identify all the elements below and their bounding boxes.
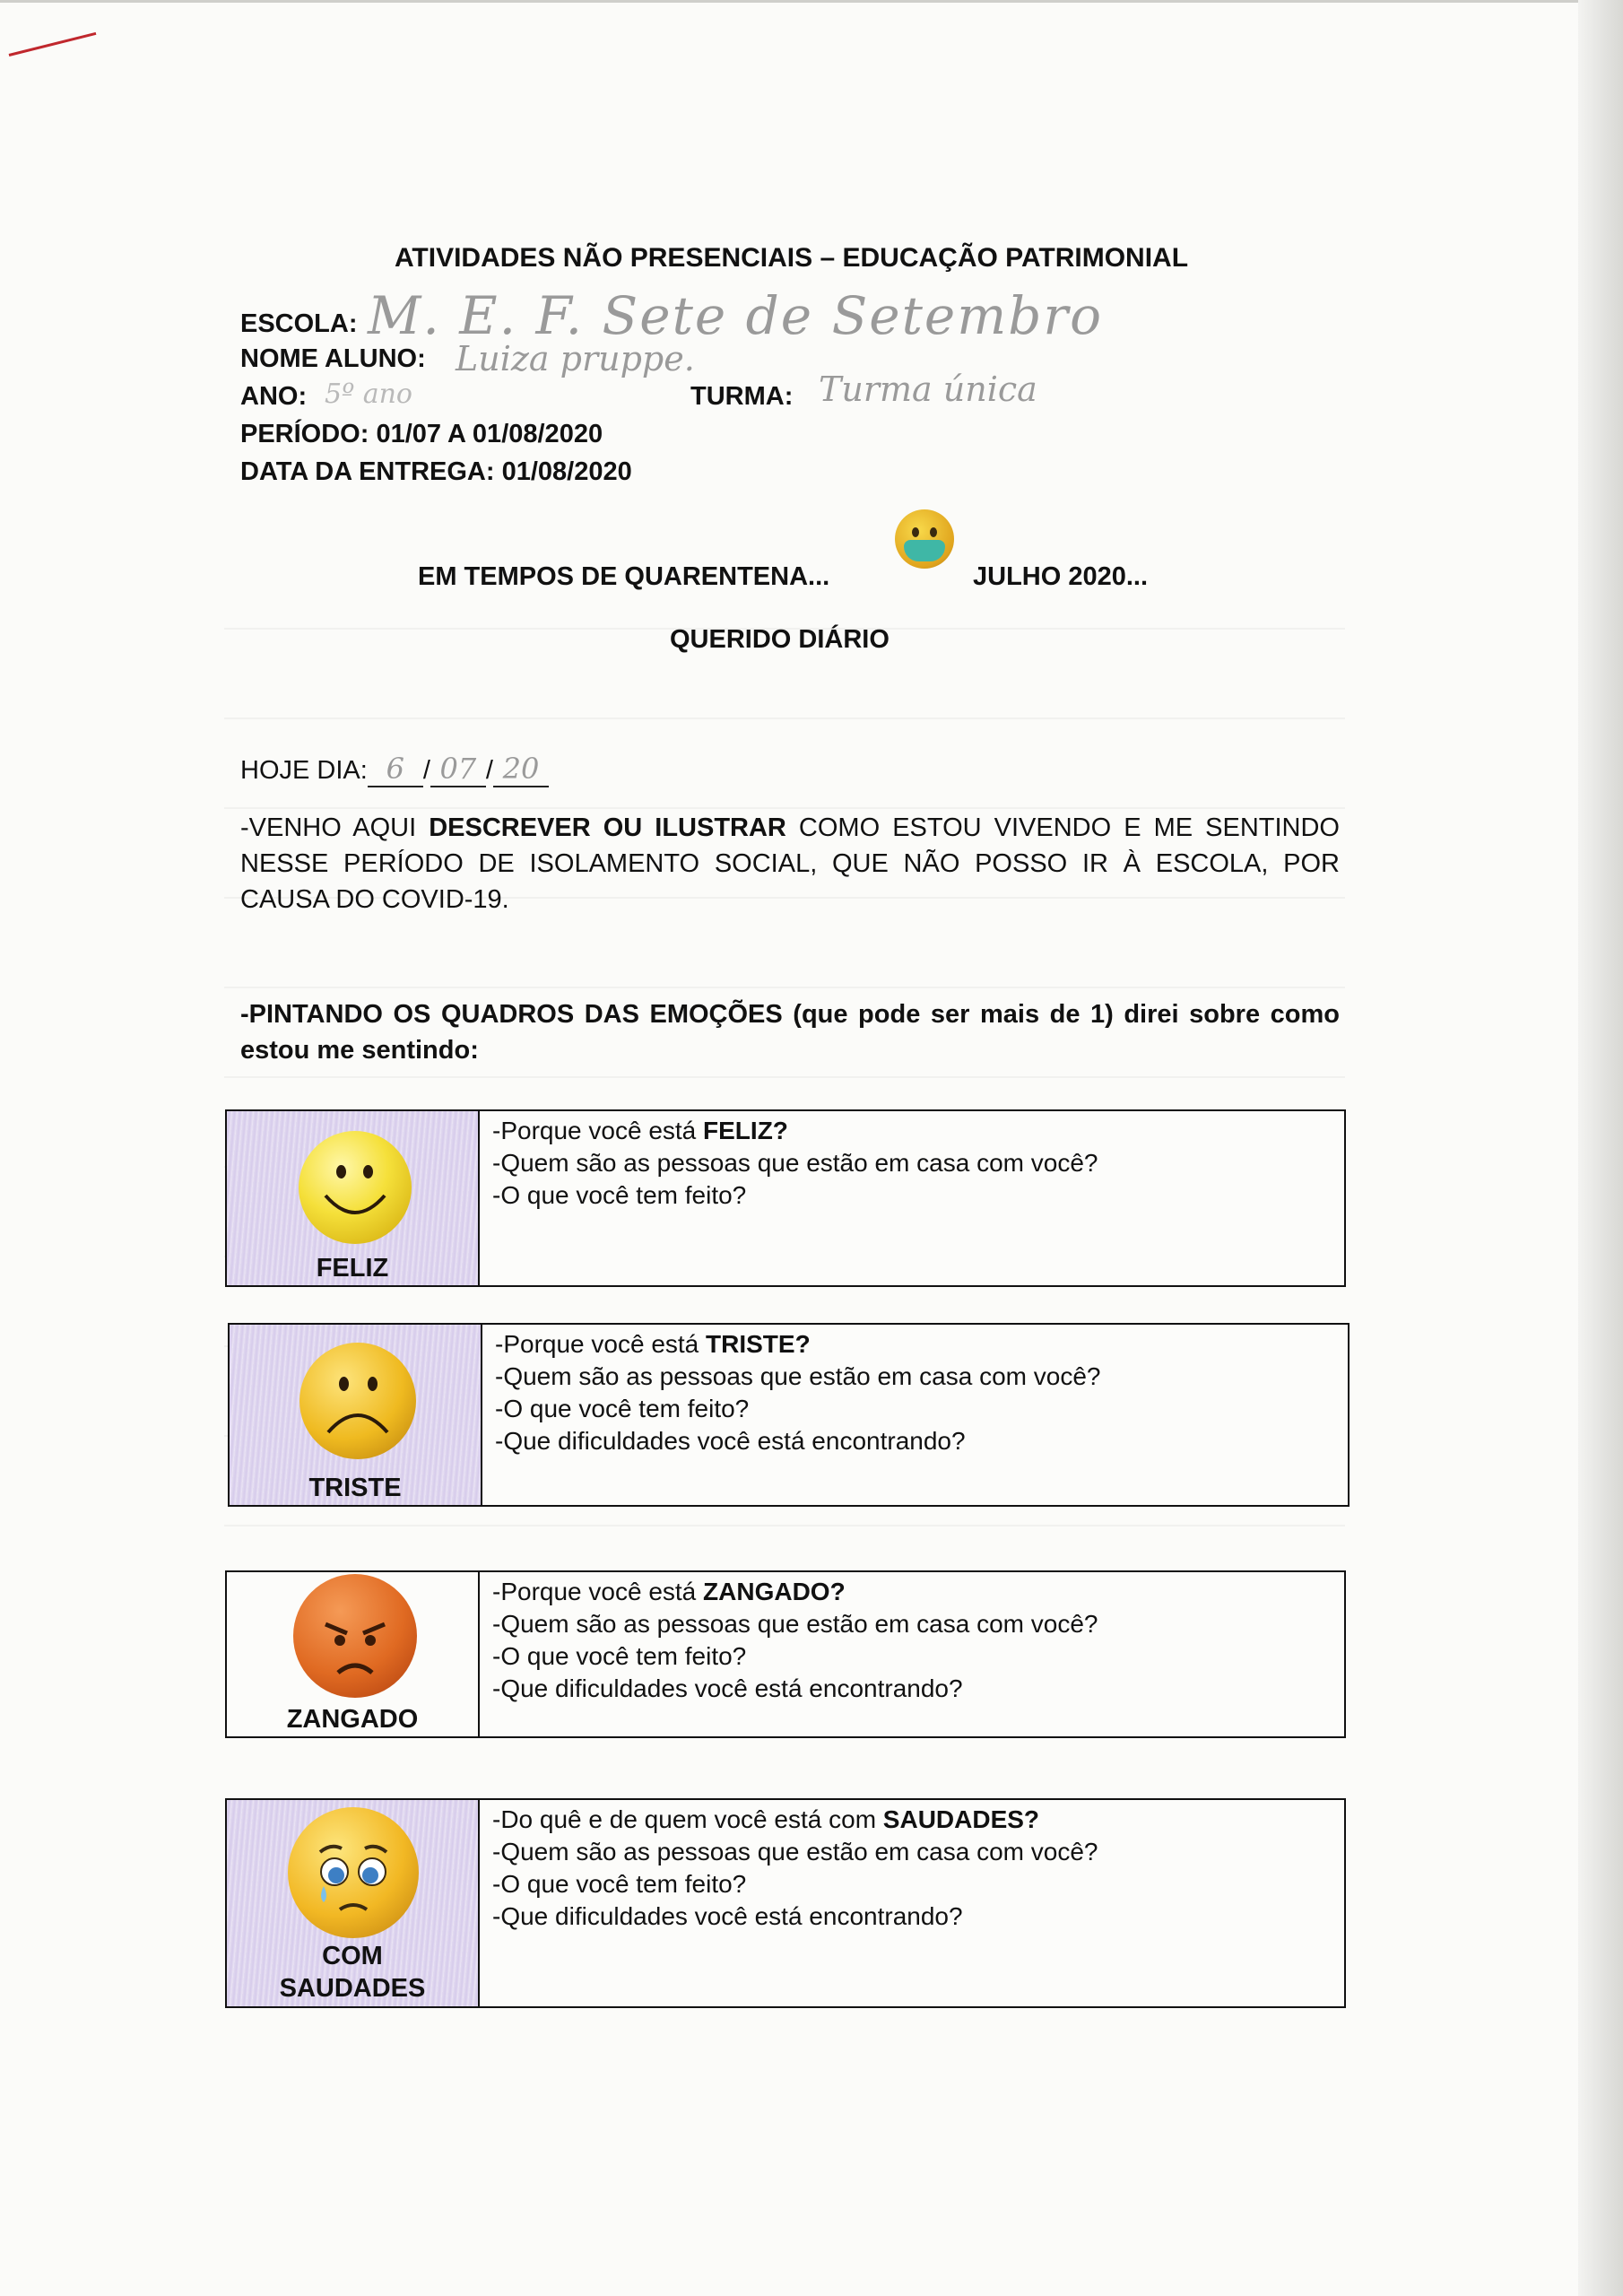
emotions-intro (240, 996, 1340, 1068)
escola-value: M. E. F. Sete de Setembro (368, 285, 1104, 346)
question-3: -O que você tem feito? (492, 1642, 747, 1670)
instruction-part1: -VENHO AQUI (240, 813, 430, 842)
sad-face-icon (299, 1343, 416, 1459)
question-emotion: TRISTE? (706, 1330, 811, 1358)
angry-face-icon (293, 1574, 417, 1698)
question-4: -Que dificuldades você está encontrando? (495, 1427, 966, 1455)
date-label: HOJE DIA: (240, 756, 368, 785)
emotion-box-saudades (225, 1798, 1346, 2008)
question-prefix: -Porque você está (495, 1330, 707, 1358)
question-prefix: -Porque você está (492, 1117, 704, 1144)
emotion-cell-saudades (227, 1800, 480, 2006)
querido-diario-title: QUERIDO DIÁRIO (670, 625, 890, 654)
question-1 (492, 1115, 1098, 1147)
happy-face-icon (299, 1131, 412, 1244)
escola-label: ESCOLA: (240, 309, 358, 338)
ano-value: 5º ano (325, 378, 412, 410)
date-month: 07 (439, 752, 477, 786)
question-3: -O que você tem feito? (492, 1181, 747, 1209)
emotion-cell-zangado (227, 1572, 480, 1736)
page-edge (0, 0, 1623, 3)
emotion-questions-zangado (480, 1572, 1110, 1736)
date-year: 20 (502, 752, 540, 786)
masked-face-emoji-icon (895, 509, 954, 569)
page-shadow (1578, 0, 1623, 2296)
emotions-intro-bold: -PINTANDO OS QUADROS DAS EMOÇÕES (240, 1000, 794, 1029)
emotion-cell-triste (230, 1325, 482, 1505)
emotion-label-saudades (227, 1940, 478, 2005)
question-1 (492, 1576, 1098, 1608)
question-1 (492, 1804, 1098, 1836)
instruction-bold: DESCREVER OU ILUSTRAR (429, 813, 786, 842)
nome-aluno-value: Luiza pruppe. (456, 339, 695, 378)
red-pen-mark (9, 32, 97, 57)
emotion-label-triste: TRISTE (308, 1474, 402, 1502)
emotions-intro-rest: (que pode ser mais de 1) direi sobre como estou me sentindo: (240, 1000, 1340, 1065)
label-line-2: SAUDADES (279, 1974, 426, 2003)
emotion-questions-saudades (480, 1800, 1110, 2006)
nome-aluno-label: NOME ALUNO: (240, 344, 426, 373)
emotion-cell-feliz (227, 1111, 480, 1285)
question-2: -Quem são as pessoas que estão em casa com você? (495, 1362, 1101, 1390)
emotion-questions-feliz (480, 1111, 1110, 1285)
entrega-text: DATA DA ENTREGA: 01/08/2020 (240, 457, 632, 486)
question-4: -Que dificuldades você está encontrando? (492, 1674, 963, 1702)
date-day: 6 (386, 752, 404, 786)
question-emotion: SAUDADES? (882, 1805, 1040, 1833)
question-2: -Quem são as pessoas que estão em casa com você? (492, 1610, 1098, 1638)
question-prefix: -Do quê e de quem você está com (492, 1805, 883, 1833)
page-title: ATIVIDADES NÃO PRESENCIAIS – EDUCAÇÃO PATRIMONIAL (394, 243, 1189, 273)
quarentena-heading: EM TEMPOS DE QUARENTENA... (418, 562, 830, 591)
turma-value: Turma única (819, 370, 1037, 409)
periodo-text: PERÍODO: 01/07 A 01/08/2020 (240, 420, 603, 448)
question-emotion: FELIZ? (703, 1117, 788, 1144)
emotion-box-zangado (225, 1570, 1346, 1738)
label-line-1: COM (322, 1942, 383, 1970)
question-3: -O que você tem feito? (492, 1870, 747, 1898)
instruction-part3: COMO ESTOU VIVENDO E ME SENTINDO NESSE PERÍODO DE ISOLAMENTO SOCIAL, QUE NÃO POSSO IR À ESCOLA, POR CAUSA DO COVID-19. (240, 813, 1340, 914)
date-line: HOJE DIA: 6 / 07 / 20 (240, 752, 549, 787)
instruction-paragraph (240, 810, 1340, 918)
question-2: -Quem são as pessoas que estão em casa com você? (492, 1149, 1098, 1177)
emotion-questions-triste (482, 1325, 1113, 1505)
julho-heading: JULHO 2020... (973, 562, 1149, 591)
emotion-box-feliz (225, 1109, 1346, 1287)
turma-label: TURMA: (690, 382, 794, 411)
missing-face-icon (288, 1807, 419, 1938)
question-2: -Quem são as pessoas que estão em casa com você? (492, 1838, 1098, 1866)
question-4: -Que dificuldades você está encontrando? (492, 1902, 963, 1930)
question-1 (495, 1328, 1100, 1361)
emotion-box-triste (228, 1323, 1350, 1507)
emotion-label-zangado: ZANGADO (286, 1705, 419, 1734)
ano-label: ANO: (240, 382, 308, 411)
question-prefix: -Porque você está (492, 1578, 704, 1605)
emotion-label-feliz: FELIZ (316, 1254, 389, 1283)
question-emotion: ZANGADO? (703, 1578, 846, 1605)
question-3: -O que você tem feito? (495, 1395, 750, 1422)
